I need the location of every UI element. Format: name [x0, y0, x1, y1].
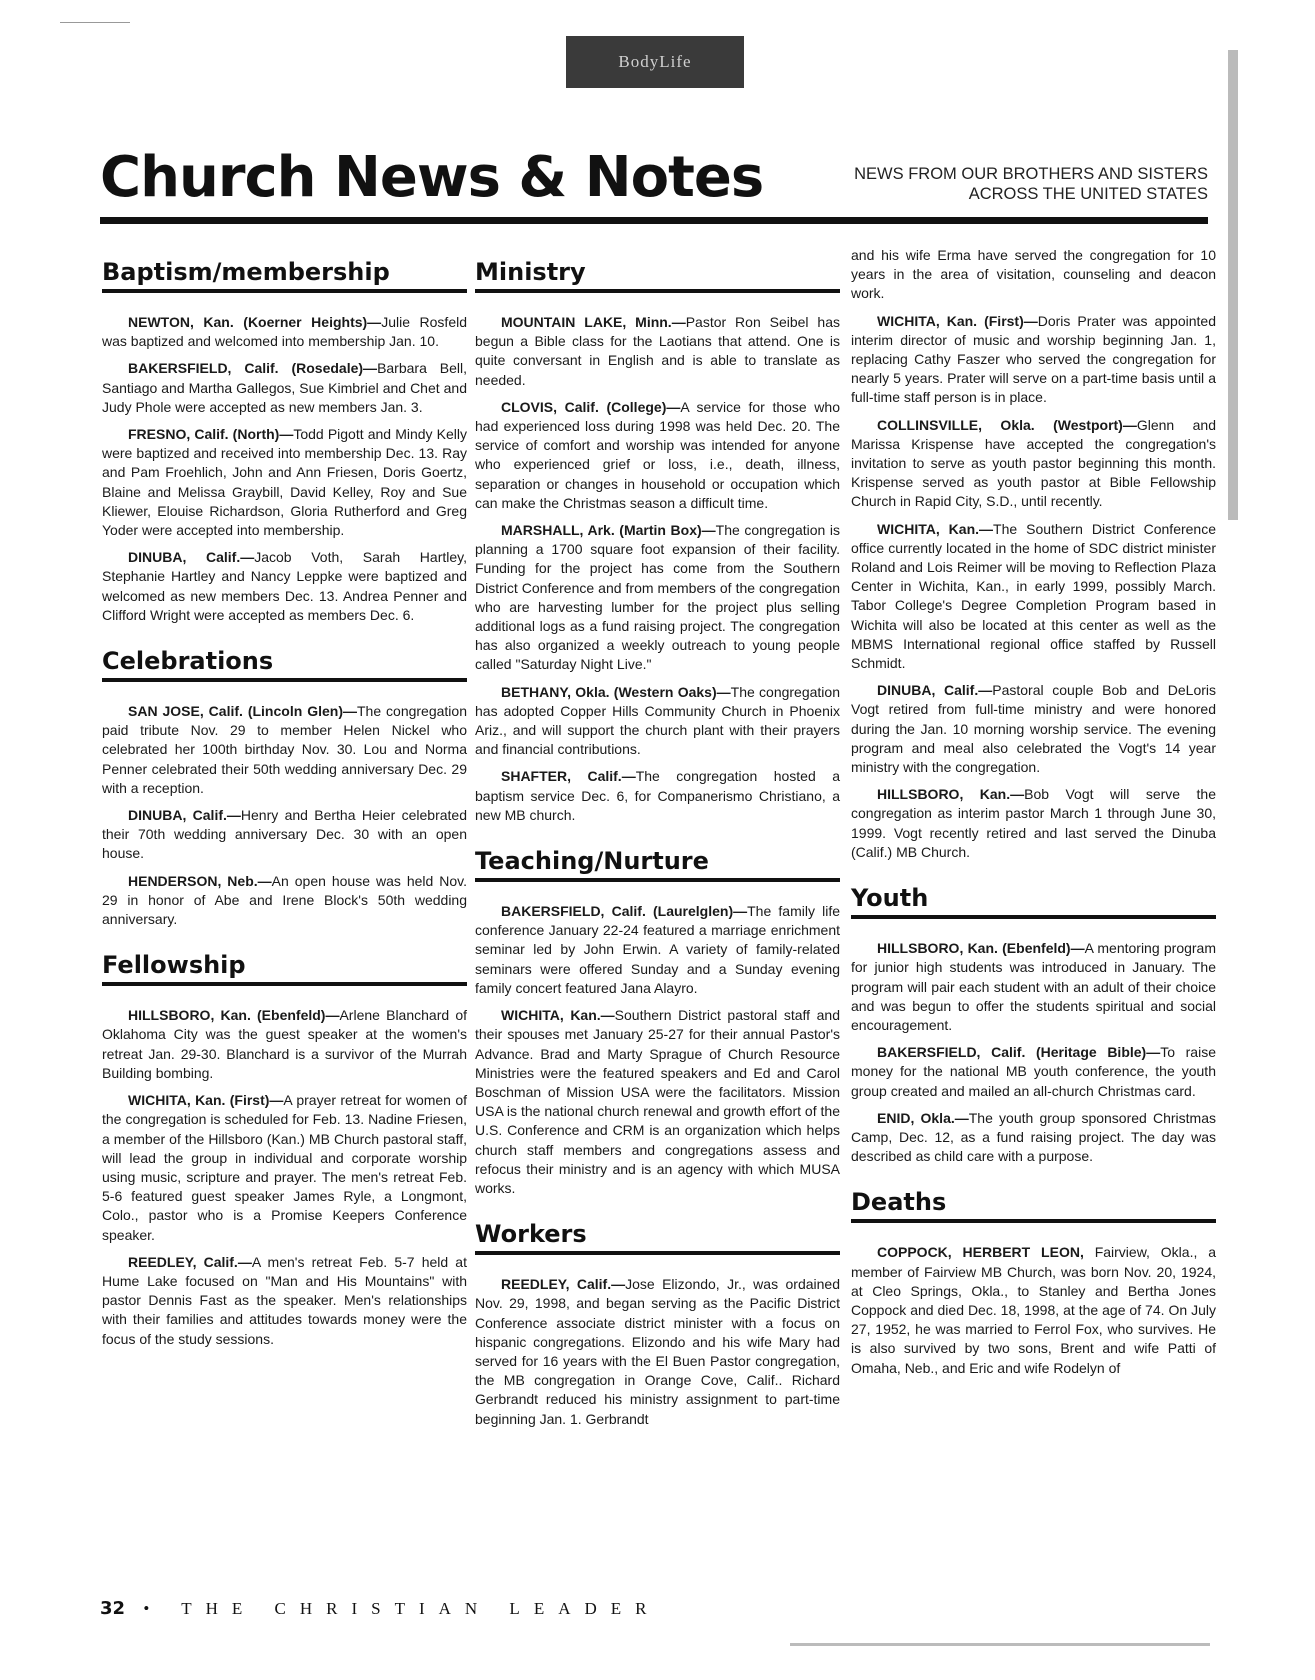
- news-item-dateline: REEDLEY, Calif.—: [501, 1276, 626, 1293]
- news-item-dateline: BAKERSFIELD, Calif. (Laurelglen)—: [501, 903, 748, 920]
- section-rule: [475, 878, 840, 882]
- news-item-dateline: NEWTON, Kan. (Koerner Heights)—: [128, 314, 382, 330]
- section-heading: Deaths: [851, 1188, 947, 1217]
- news-item-text: Southern District pastoral staff and their spouses met January 25-27 for their annual Pastor's Advance. Brad and Marty Sprague of Church Resource Ministries were the featured speakers and Ed and Carol Boschman of Mission USA were the facilitators. Mission USA is the national church renewal and growth effort of the U.S. Conference and CRM is an organization which helps church staff members and congregations assess and refocus their ministry and is an agency with which MUSA works.: [475, 1007, 840, 1196]
- section-heading: Fellowship: [102, 951, 246, 980]
- section-rule: [102, 678, 467, 682]
- news-item-dateline: BAKERSFIELD, Calif. (Rosedale)—: [128, 360, 378, 377]
- news-item: [851, 1109, 1216, 1167]
- section-rule: [102, 982, 467, 986]
- news-item: [102, 1006, 467, 1083]
- publication-name: THE CHRISTIAN LEADER: [181, 1599, 661, 1618]
- section-rule: [475, 289, 840, 293]
- news-item: [475, 313, 840, 390]
- news-item: [475, 521, 840, 675]
- news-item-text: Bob Vogt will serve the congregation as interim pastor March 1 through June 30, 1999. Vogt recently retired and last served the Dinuba (Calif.) MB Church.: [851, 786, 1216, 860]
- workers-continuation: and his wife Erma have served the congregation for 10 years in the area of visitation, counseling and deacon work.: [851, 247, 1216, 302]
- news-item-dateline: DINUBA, Calif.—: [128, 807, 241, 824]
- news-item-dateline: COLLINSVILLE, Okla. (Westport)—: [877, 416, 1137, 433]
- news-item-dateline: SAN JOSE, Calif. (Lincoln Glen)—: [128, 703, 357, 720]
- footer-separator: •: [143, 1599, 164, 1618]
- section-heading: Teaching/Nurture: [475, 847, 709, 876]
- news-item: [851, 1243, 1216, 1377]
- news-item: [851, 312, 1216, 408]
- section-heading: Ministry: [475, 258, 586, 286]
- news-item-dateline: BETHANY, Okla. (Western Oaks)—: [501, 683, 731, 700]
- footer: [100, 1598, 660, 1619]
- news-item-dateline: HILLSBORO, Kan. (Ebenfeld)—: [128, 1007, 340, 1024]
- section-ministry: [475, 258, 840, 825]
- news-item-dateline: ENID, Okla.—: [877, 1109, 969, 1126]
- section-heading: Celebrations: [102, 647, 274, 676]
- news-item-text: Julie Rosfeld was baptized and welcomed into membership Jan. 10.: [102, 314, 467, 350]
- news-item-text: The congregation is planning a 1700 square foot expansion of their facility. Funding for the project has come from the Southern District Conference and from members of the congregation who are harvesting lumber for the project plus selling additional logs as a fund raising project. The congregation has also organized a weekly outreach to young people called "Saturday Night Live.": [475, 522, 840, 673]
- news-item-text: A men's retreat Feb. 5-7 held at Hume Lake focused on "Man and His Mountains" with pastor Dennis Fast as the speaker. Men's relationships with their families and attitudes towards money were the focus of the study sessions.: [102, 1253, 467, 1347]
- news-item-dateline: FRESNO, Calif. (North)—: [128, 426, 294, 443]
- news-item: [102, 806, 467, 864]
- page-title: Church News & Notes: [100, 145, 764, 210]
- news-item-text: Barbara Bell, Santiago and Martha Gallegos, Sue Kimbriel and Chet and Judy Phole were accepted as new members Jan. 3.: [102, 360, 468, 415]
- section-heading: Workers: [475, 1220, 587, 1249]
- section-tab: BodyLife: [566, 36, 744, 88]
- section-youth: [851, 884, 1216, 1166]
- title-rule: [100, 217, 1208, 224]
- news-item-dateline: WICHITA, Kan. (First)—: [877, 312, 1038, 329]
- section-fellowship: [102, 951, 467, 1348]
- section-rule: [851, 1219, 1216, 1223]
- news-item: [102, 702, 467, 798]
- section-workers: [475, 1220, 840, 1429]
- news-item-text: The congregation hosted a baptism service Dec. 6, for Companerismo Christiano, a new MB church.: [475, 768, 840, 823]
- section-rule: [475, 1251, 840, 1255]
- page-subtitle: [808, 164, 1208, 204]
- page-number: 32: [100, 1598, 126, 1619]
- news-item-dateline: HILLSBORO, Kan.—: [877, 786, 1025, 803]
- section-heading: Youth: [851, 884, 929, 913]
- news-item-text: Fairview, Okla., a member of Fairview MB Church, was born Nov. 20, 1924, at Cleo Springs, Okla., to Stanley and Bertha Jones Coppock and died Dec. 18, 1998, at the age of 74. On July 27, 1952, he was married to Ferrol Fox, who survives. He is also survived by two sons, Brent and wife Patti of Omaha, Neb., and Eric and wife Rodelyn of: [851, 1244, 1216, 1376]
- section-deaths: [851, 1188, 1216, 1377]
- news-item: [102, 425, 467, 540]
- news-item-text: The family life conference January 22-24 featured a marriage enrichment seminar led by John Erwin. A variety of family-related seminars were offered Sunday and a Sunday evening family concert featured Jana Alayro.: [475, 903, 840, 996]
- news-item: [851, 785, 1216, 862]
- news-item-text: To raise money for the national MB youth conference, the youth group created and mailed an all-church Christmas card.: [851, 1044, 1216, 1099]
- news-item-dateline: WICHITA, Kan.—: [501, 1007, 615, 1024]
- news-item-text: The youth group sponsored Christmas Camp, Dec. 12, as a fund raising project. The day was described as child care with a purpose.: [851, 1109, 1216, 1165]
- workers-items-more: [851, 312, 1216, 862]
- section-rule: [851, 915, 1216, 919]
- news-item-text: A service for those who had experienced loss during 1998 was held Dec. 20. The service of comfort and worship was intended for anyone who experienced grief or loss, i.e., death, illness, separation or changes in household or occupation which can make the Christmas season a difficult time.: [475, 398, 840, 511]
- subtitle-line-2: ACROSS THE UNITED STATES: [968, 185, 1208, 203]
- corner-rule: [60, 22, 130, 23]
- news-item-text: Jacob Voth, Sarah Hartley, Stephanie Hartley and Nancy Leppke were baptized and welcomed as new members Dec. 13. Andrea Penner and Clifford Wright were accepted as members Dec. 6.: [102, 549, 468, 623]
- news-item: [475, 683, 840, 760]
- news-item: [475, 1275, 840, 1429]
- column-3: [851, 247, 1217, 1400]
- news-item: [851, 1043, 1216, 1101]
- news-item: [851, 416, 1216, 512]
- news-item-dateline: DINUBA, Calif.—: [877, 682, 993, 699]
- section-baptism: [102, 258, 467, 625]
- news-item-dateline: REEDLEY, Calif.—: [128, 1253, 252, 1270]
- news-item: [102, 1091, 467, 1245]
- column-1: [102, 254, 467, 1371]
- news-item: [851, 681, 1216, 777]
- subtitle-line-1: NEWS FROM OUR BROTHERS AND SISTERS: [854, 165, 1208, 183]
- news-item-dateline: MARSHALL, Ark. (Martin Box)—: [501, 522, 716, 539]
- news-item-text: A mentoring program for junior high students was introduced in January. The program will pair each student with an adult of their choice and was begun to offer the students spiritual and social encouragement.: [851, 940, 1216, 1033]
- news-item: [102, 1253, 467, 1349]
- column-2: [475, 254, 840, 1451]
- news-item-dateline: COPPOCK, HERBERT LEON,: [877, 1244, 1084, 1261]
- news-item-dateline: MOUNTAIN LAKE, Minn.—: [501, 314, 686, 330]
- news-item-text: An open house was held Nov. 29 in honor of Abe and Irene Block's 50th wedding anniversary.: [102, 872, 467, 928]
- news-item: [851, 939, 1216, 1035]
- news-item-text: Glenn and Marissa Krispense have accepted the congregation's invitation to serve as youth pastor beginning this month. Krispense served as youth pastor at Bible Fellowship Church in Rapid City, S.D., until recently.: [851, 416, 1216, 510]
- news-item-dateline: BAKERSFIELD, Calif. (Heritage Bible)—: [877, 1044, 1161, 1061]
- news-item: [102, 548, 467, 625]
- news-item-text: Jose Elizondo, Jr., was ordained Nov. 29, 1998, and began serving as the Pacific District Conference associate district minister with a focus on hispanic congregations. Elizondo and his wife Mary had served for 16 years with the El Buen Pastor congregation, the MB congregation in Orange Cove, Calif.. Richard Gerbrandt reduced his ministry assignment to part-time beginning Jan. 1. Gerbrandt: [475, 1276, 840, 1427]
- section-teaching: [475, 847, 840, 1198]
- news-item: [102, 313, 467, 351]
- news-item-dateline: WICHITA, Kan.—: [877, 520, 994, 537]
- news-item-text: The congregation has adopted Copper Hills Community Church in Phoenix Ariz., and will support the church plant with their prayers and financial contributions.: [475, 683, 840, 758]
- news-item-dateline: SHAFTER, Calif.—: [501, 768, 636, 785]
- section-celebrations: [102, 647, 467, 929]
- section-rule: [102, 289, 467, 293]
- section-heading: Baptism/membership: [102, 258, 390, 286]
- news-item-dateline: CLOVIS, Calif. (College)—: [501, 398, 681, 415]
- news-item-text: Arlene Blanchard of Oklahoma City was the guest speaker at the women's retreat Jan. 29-30. Blanchard is a survivor of the Murrah Building bombing.: [102, 1007, 468, 1081]
- section-workers-continued: [851, 246, 1216, 862]
- news-item: [475, 1006, 840, 1198]
- news-item: [102, 359, 467, 417]
- news-item-dateline: DINUBA, Calif.—: [128, 549, 255, 566]
- news-item-text: Henry and Bertha Heier celebrated their 70th wedding anniversary Dec. 30 with an open house.: [102, 807, 467, 862]
- news-item-text: Pastoral couple Bob and DeLoris Vogt retired from full-time ministry and were honored during the Jan. 10 morning worship service. The evening program and meal also celebrated the Vogt's 14 year ministry with the congregation.: [851, 682, 1217, 776]
- news-item: [102, 872, 467, 930]
- news-item-dateline: HILLSBORO, Kan. (Ebenfeld)—: [877, 940, 1085, 957]
- news-item-text: Pastor Ron Seibel has begun a Bible class for the Laotians that attend. One is quite conversant in English and is able to translate as needed.: [475, 314, 840, 388]
- page-edge-shadow: [1228, 50, 1238, 520]
- news-item-text: A prayer retreat for women of the congregation is scheduled for Feb. 13. Nadine Friesen, a member of the Hillsboro (Kan.) MB Church pastoral staff, will lead the group in individual and corporate worship using music, scripture and prayer. The men's retreat Feb. 5-6 featured guest speaker James Ryle, a Longmont, Colo., pastor who is a Promise Keepers Conference speaker.: [102, 1092, 467, 1243]
- news-item-dateline: HENDERSON, Neb.—: [128, 872, 272, 889]
- news-item-text: Doris Prater was appointed interim director of music and worship beginning Jan. 1, replacing Cathy Faszer who served the congregation for nearly 5 years. Prater will serve on a part-time basis until a full-time staff person is in place.: [851, 312, 1216, 406]
- news-item-text: The Southern District Conference office currently located in the home of SDC district minister Roland and Lois Reimer will be moving to Reflection Plaza Center in Wichita, Kan., in early 1999, possibly March. Tabor College's Degree Completion Program based in Wichita will also be located at this center as well as the MBMS International regional office staffed by Russell Schmidt.: [851, 520, 1216, 672]
- news-item-text: The congregation paid tribute Nov. 29 to member Helen Nickel who celebrated her 100th birthday Nov. 30. Lou and Norma Penner celebrated their 50th wedding anniversary Dec. 29 with a reception.: [102, 703, 467, 796]
- news-item: [475, 902, 840, 998]
- news-item: [475, 398, 840, 513]
- news-item: [851, 520, 1216, 674]
- news-item: [475, 767, 840, 825]
- bottom-rule: [790, 1643, 1210, 1646]
- news-item-text: Todd Pigott and Mindy Kelly were baptized and received into membership Dec. 13. Ray and Pam Froehlich, John and Ann Friesen, Doris Goertz, Blaine and Melissa Graybill, David Kelley, Roy and Sue Kliewer, Elouise Richardson, Gloria Rutherford and Greg Yoder were accepted into membership.: [102, 426, 468, 539]
- news-item-dateline: WICHITA, Kan. (First)—: [128, 1092, 284, 1109]
